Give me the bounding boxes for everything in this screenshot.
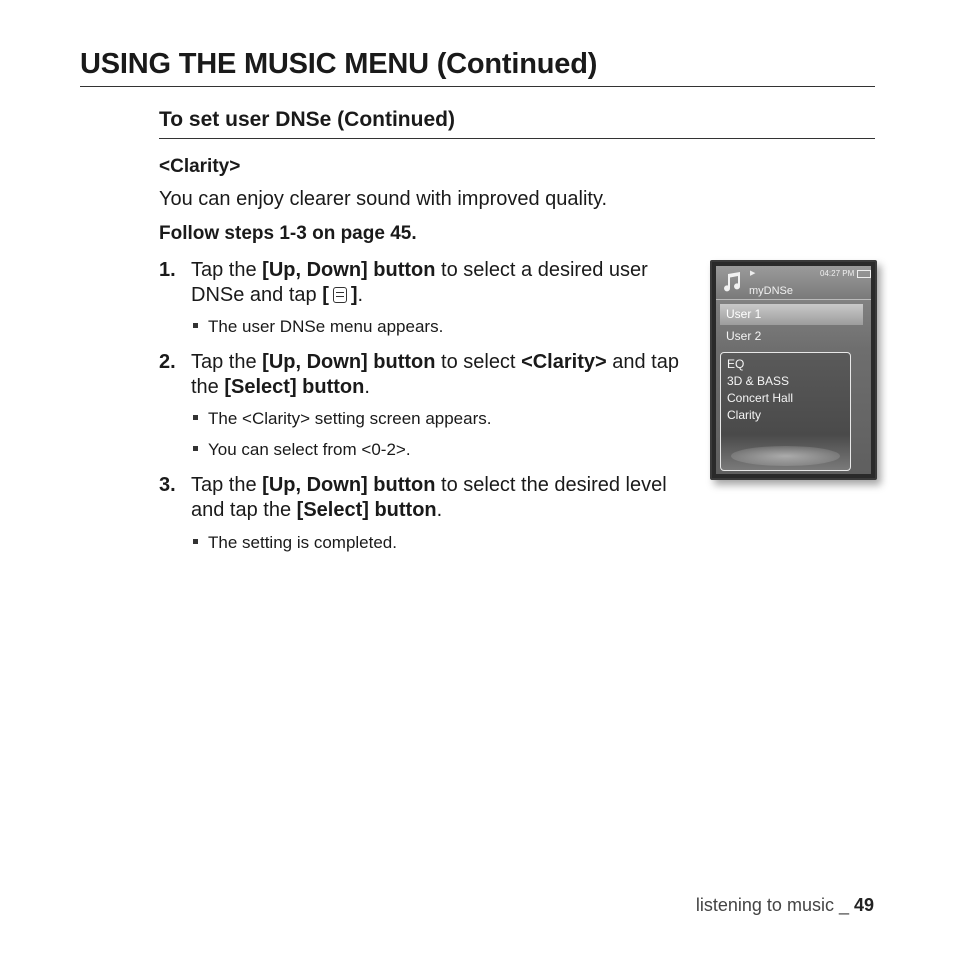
popup-item-eq[interactable]: EQ [727,357,745,371]
step-2-bullet-1: The <Clarity> setting screen appears. [193,409,491,429]
bullet-square-icon [193,415,198,420]
clarity-heading: <Clarity> [159,156,241,177]
popup-item-3d-bass[interactable]: 3D & BASS [727,374,790,388]
page-footer [696,895,874,916]
step-number: 2. [159,351,176,373]
music-note-icon [720,270,744,294]
intro-text: You can enjoy clearer sound with improved quality. [159,188,608,210]
play-icon: ▶ [750,270,756,277]
section-title: To set user DNSe (Continued) [159,108,455,131]
battery-icon [857,270,871,278]
device-screen-illustration [710,260,877,480]
clock: 04:27 PM [820,269,855,278]
bullet-square-icon [193,323,198,328]
screen-top-bar [716,266,871,300]
step-1: 1. Tap the [Up, Down] button to select a desired user DNSe and tap [ ]. [159,259,648,306]
step-2: 2. Tap the [Up, Down] button to select <Clarity> and tap the [Select] button. [159,351,679,398]
step-3: 3. Tap the [Up, Down] button to select the desired level and tap the [Select] button. [159,474,667,521]
bullet-square-icon [193,539,198,544]
page-title: USING THE MUSIC MENU (Continued) [80,48,598,80]
device-screen [716,266,871,474]
popup-item-clarity[interactable]: Clarity [727,408,762,422]
step-number: 3. [159,474,176,496]
footer-label: listening to music _ [695,895,854,915]
step-2-bullet-2: You can select from <0-2>. [193,440,411,460]
menu-button-icon [333,287,347,303]
follow-steps-note: Follow steps 1-3 on page 45. [159,223,417,244]
screen-title: myDNSe [749,285,794,297]
step-3-bullet: The setting is completed. [193,533,397,553]
title-rule [80,86,875,87]
popup-item-concert-hall[interactable]: Concert Hall [727,391,794,405]
bullet-square-icon [193,446,198,451]
menu-item-user-2[interactable]: User 2 [726,329,762,343]
popup-glow [731,446,840,466]
dnse-popup-menu [720,352,851,471]
step-1-bullet: The user DNSe menu appears. [193,317,443,337]
section-rule [159,138,875,139]
step-number: 1. [159,259,176,281]
page-number: 49 [853,895,874,915]
menu-item-user-1[interactable]: User 1 [720,304,863,325]
